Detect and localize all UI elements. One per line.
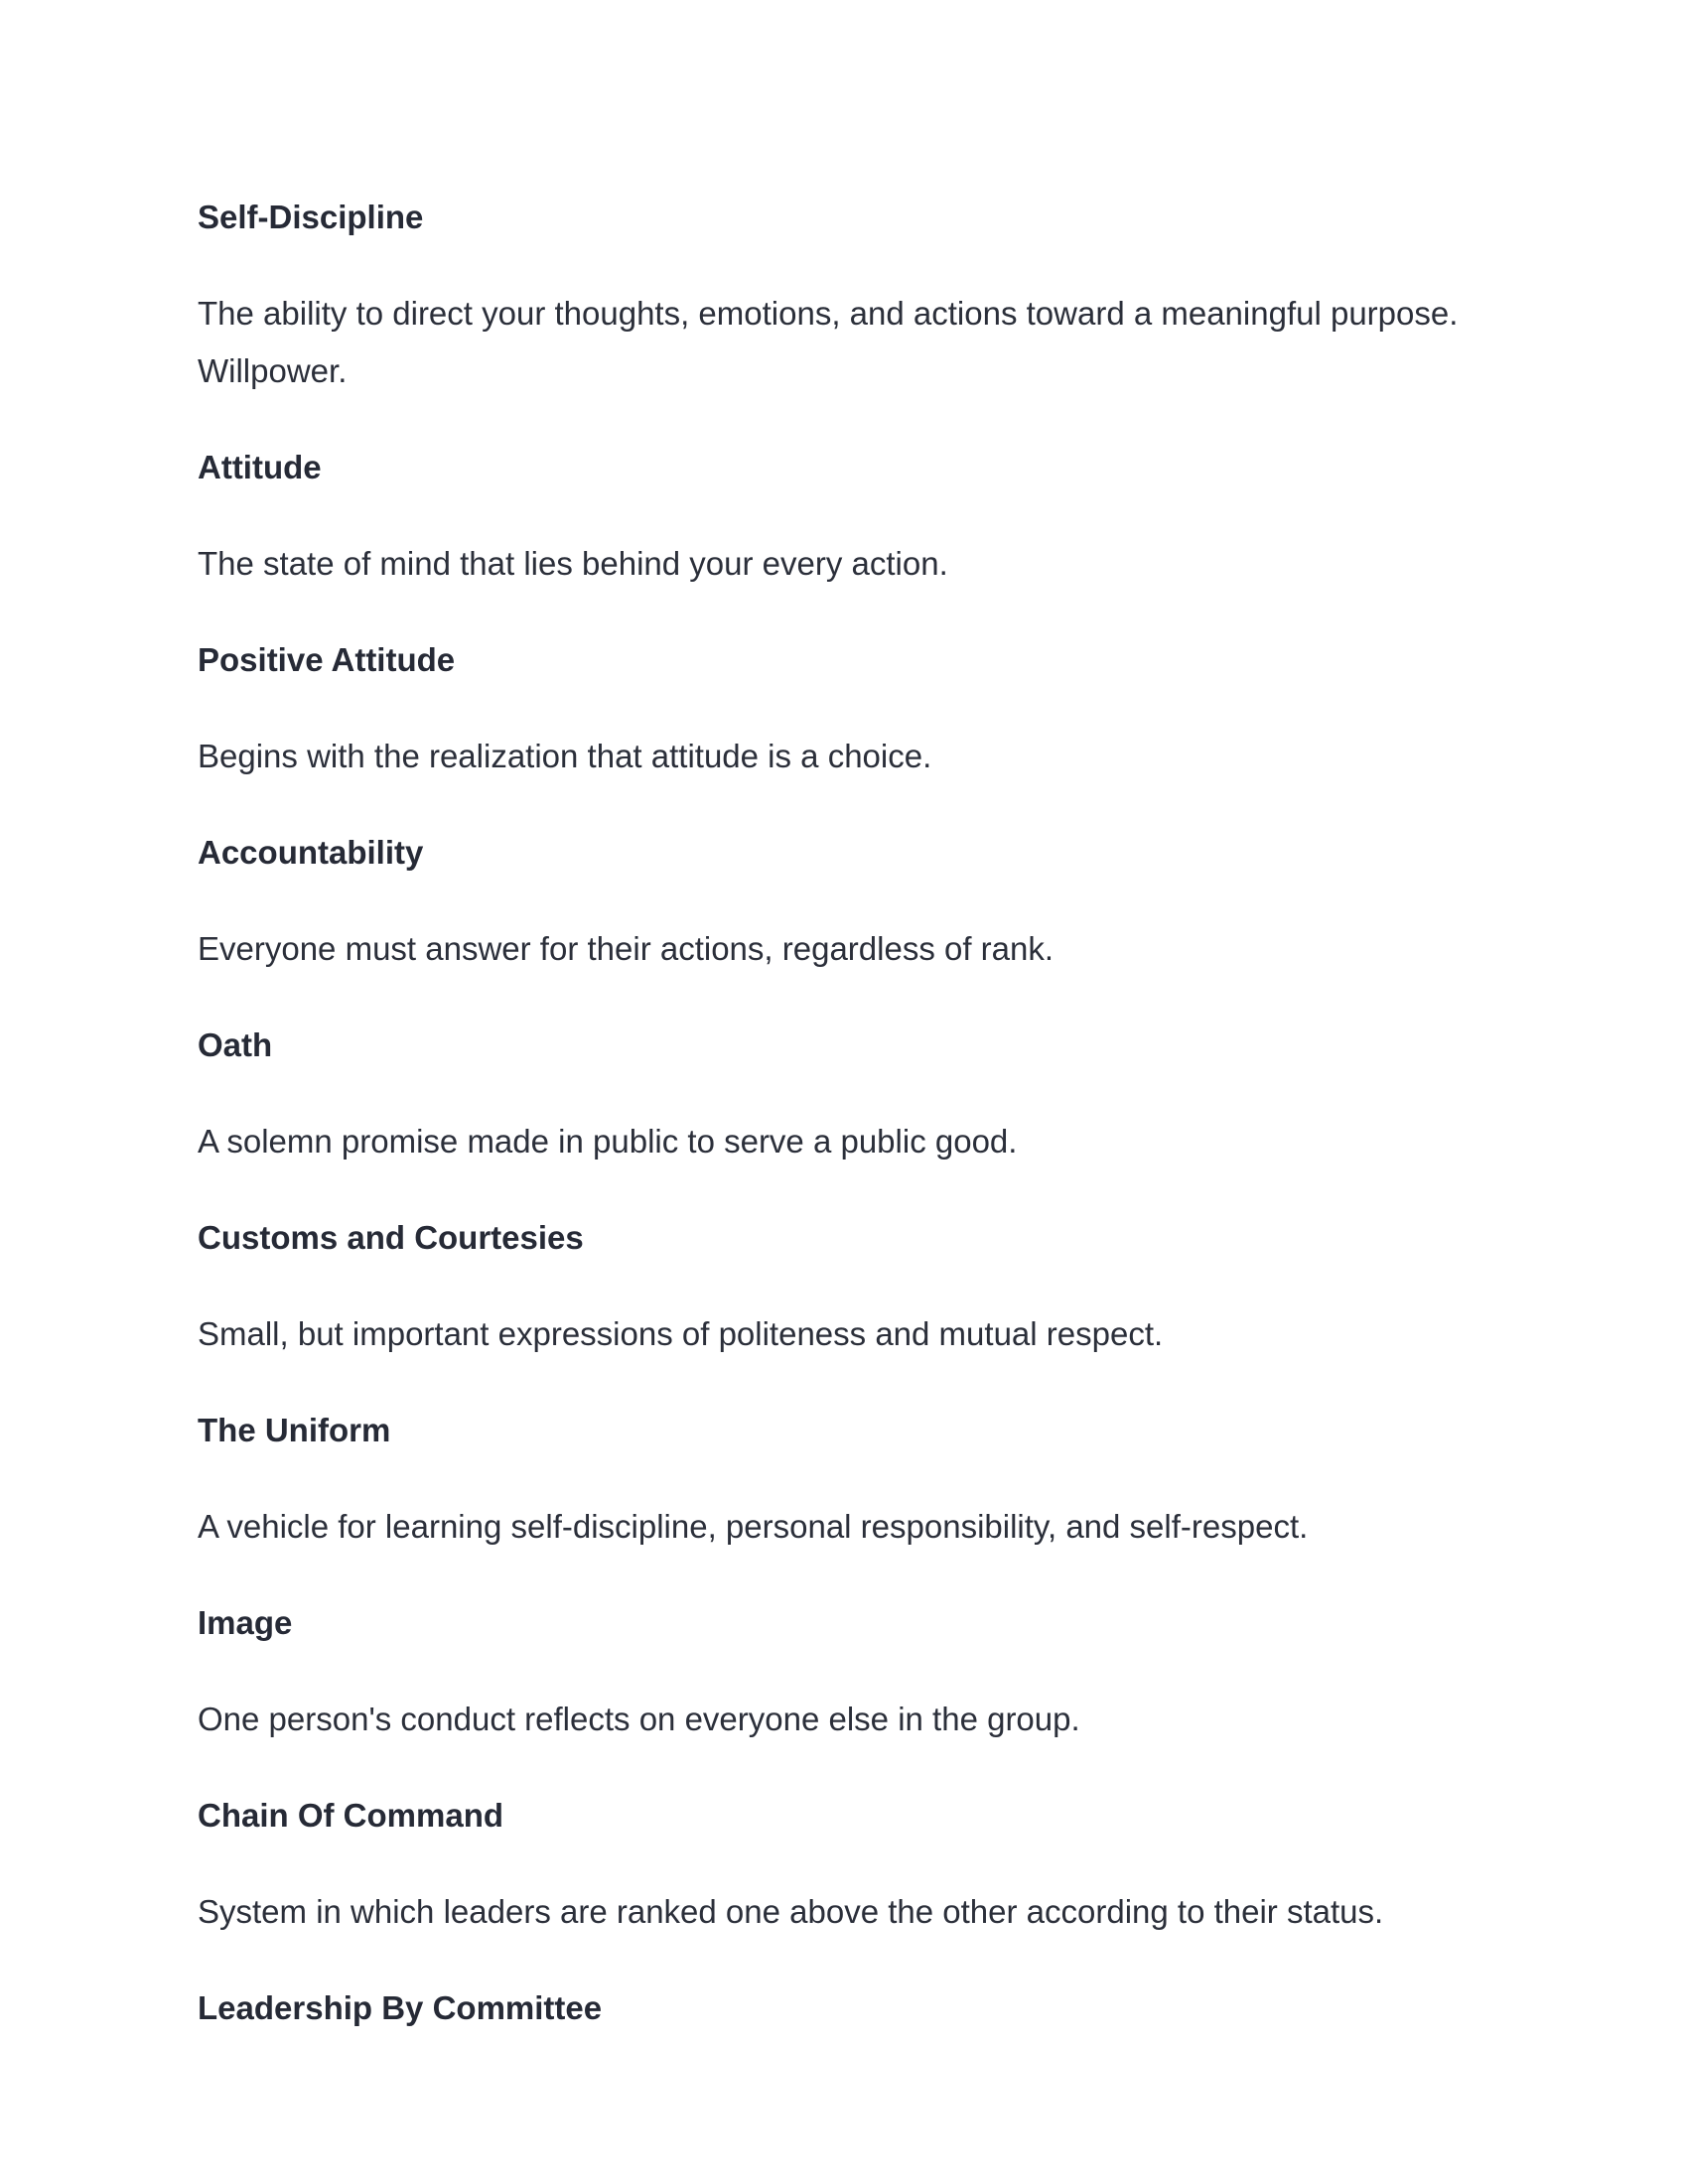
definition-image bbox=[198, 1691, 1508, 1748]
definition-oath bbox=[198, 1113, 1508, 1170]
definition-line: A vehicle for learning self-discipline, personal responsibility, and self-respect. bbox=[198, 1508, 1309, 1545]
definition-line: A solemn promise made in public to serve a public good. bbox=[198, 1123, 1018, 1160]
definition-line: The ability to direct your thoughts, emotions, and actions toward a meaningful purpose. bbox=[198, 295, 1459, 332]
definition-self-discipline bbox=[198, 285, 1508, 400]
definition-line: Willpower. bbox=[198, 352, 348, 389]
term-leadership-by-committee: Leadership By Committee bbox=[198, 1989, 603, 2026]
definition-chain-of-command bbox=[198, 1883, 1508, 1941]
glossary-content bbox=[198, 195, 1508, 2031]
definition-line: Small, but important expressions of politeness and mutual respect. bbox=[198, 1315, 1164, 1352]
term-oath: Oath bbox=[198, 1026, 273, 1063]
term-self-discipline: Self-Discipline bbox=[198, 199, 424, 235]
definition-attitude bbox=[198, 535, 1508, 593]
definition-customs-and-courtesies bbox=[198, 1305, 1508, 1363]
definition-positive-attitude bbox=[198, 728, 1508, 785]
definition-accountability bbox=[198, 920, 1508, 978]
definition-line: One person's conduct reflects on everyone else in the group. bbox=[198, 1701, 1080, 1737]
term-accountability: Accountability bbox=[198, 834, 424, 871]
definition-the-uniform bbox=[198, 1498, 1508, 1556]
definition-line: Begins with the realization that attitude is a choice. bbox=[198, 738, 932, 774]
term-the-uniform: The Uniform bbox=[198, 1412, 391, 1448]
term-positive-attitude: Positive Attitude bbox=[198, 641, 456, 678]
definition-line: The state of mind that lies behind your every action. bbox=[198, 545, 948, 582]
definition-line: System in which leaders are ranked one above the other according to their status. bbox=[198, 1893, 1384, 1930]
term-attitude: Attitude bbox=[198, 449, 322, 485]
definition-line: Everyone must answer for their actions, regardless of rank. bbox=[198, 930, 1055, 967]
term-customs-and-courtesies: Customs and Courtesies bbox=[198, 1219, 584, 1256]
term-chain-of-command: Chain Of Command bbox=[198, 1797, 504, 1834]
term-image: Image bbox=[198, 1604, 293, 1641]
